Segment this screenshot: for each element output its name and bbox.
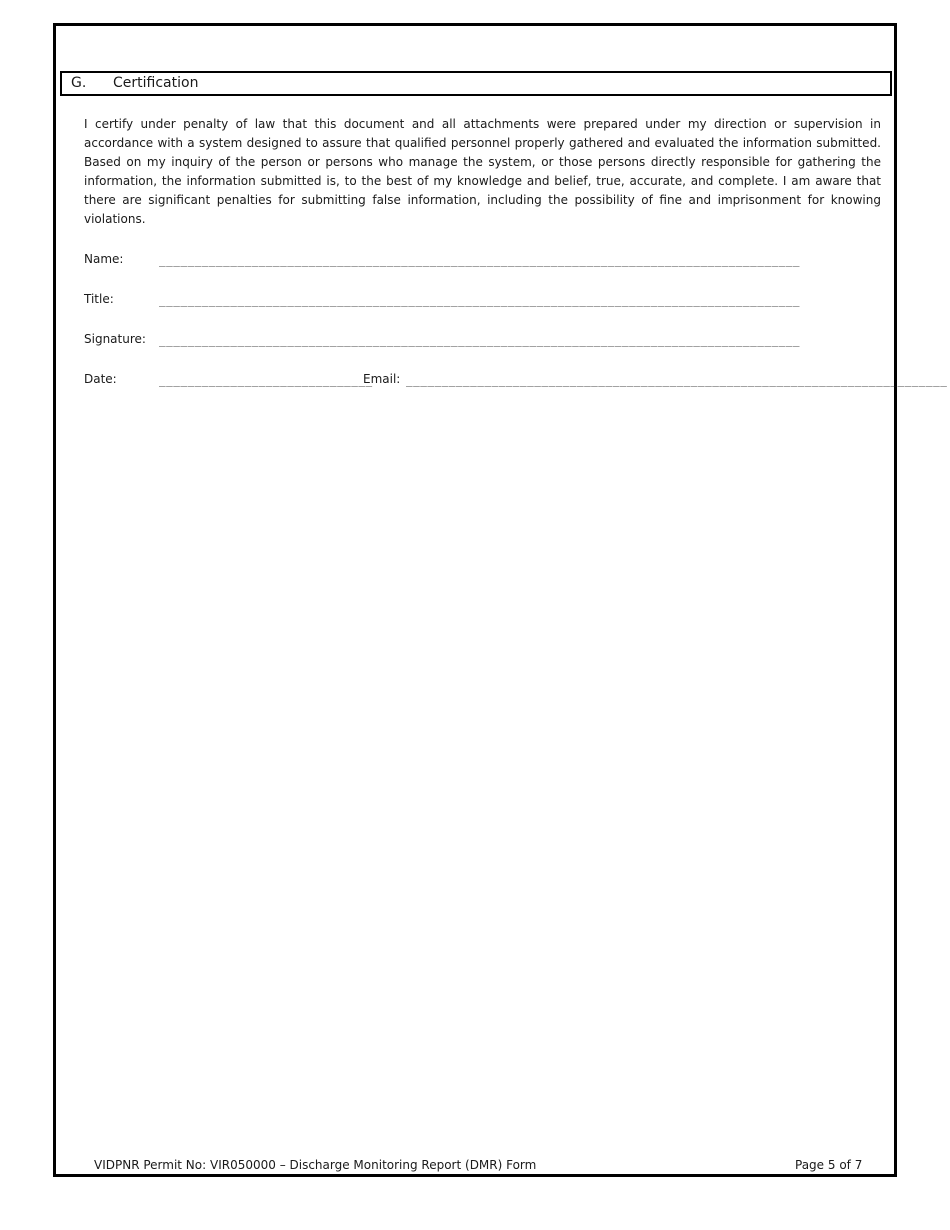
email-field[interactable]: ____________________________________________________________________________ <box>406 374 948 387</box>
signature-field[interactable]: __________________________________________________________________________________________ <box>159 334 801 347</box>
section-header <box>60 71 892 96</box>
name-label: Name: <box>84 252 124 266</box>
footer-permit-text: VIDPNR Permit No: VIR050000 – Discharge Monitoring Report (DMR) Form <box>94 1158 537 1172</box>
title-field[interactable]: __________________________________________________________________________________________ <box>159 294 801 307</box>
email-label: Email: <box>363 372 401 386</box>
date-label: Date: <box>84 372 117 386</box>
section-title: Certification <box>113 75 199 91</box>
title-label: Title: <box>84 292 114 306</box>
name-field[interactable]: __________________________________________________________________________________________ <box>159 254 801 267</box>
certification-statement: I certify under penalty of law that this document and all attachments were prepared under my direction or supervision in accordance with a system designed to assure that qualified personnel properly gathered and evaluated the information submitted. Based on my inquiry of the person or persons who manage the system, or those persons directly responsible for gathering the information, the information submitted is, to the best of my knowledge and belief, true, accurate, and complete. I am aware that there are significant penalties for submitting false information, including the possibility of fine and imprisonment for knowing violations. <box>84 117 881 226</box>
footer-page-number: Page 5 of 7 <box>795 1158 863 1172</box>
signature-label: Signature: <box>84 332 146 346</box>
date-field[interactable]: ______________________________ <box>159 374 373 387</box>
section-letter: G. <box>71 75 87 91</box>
